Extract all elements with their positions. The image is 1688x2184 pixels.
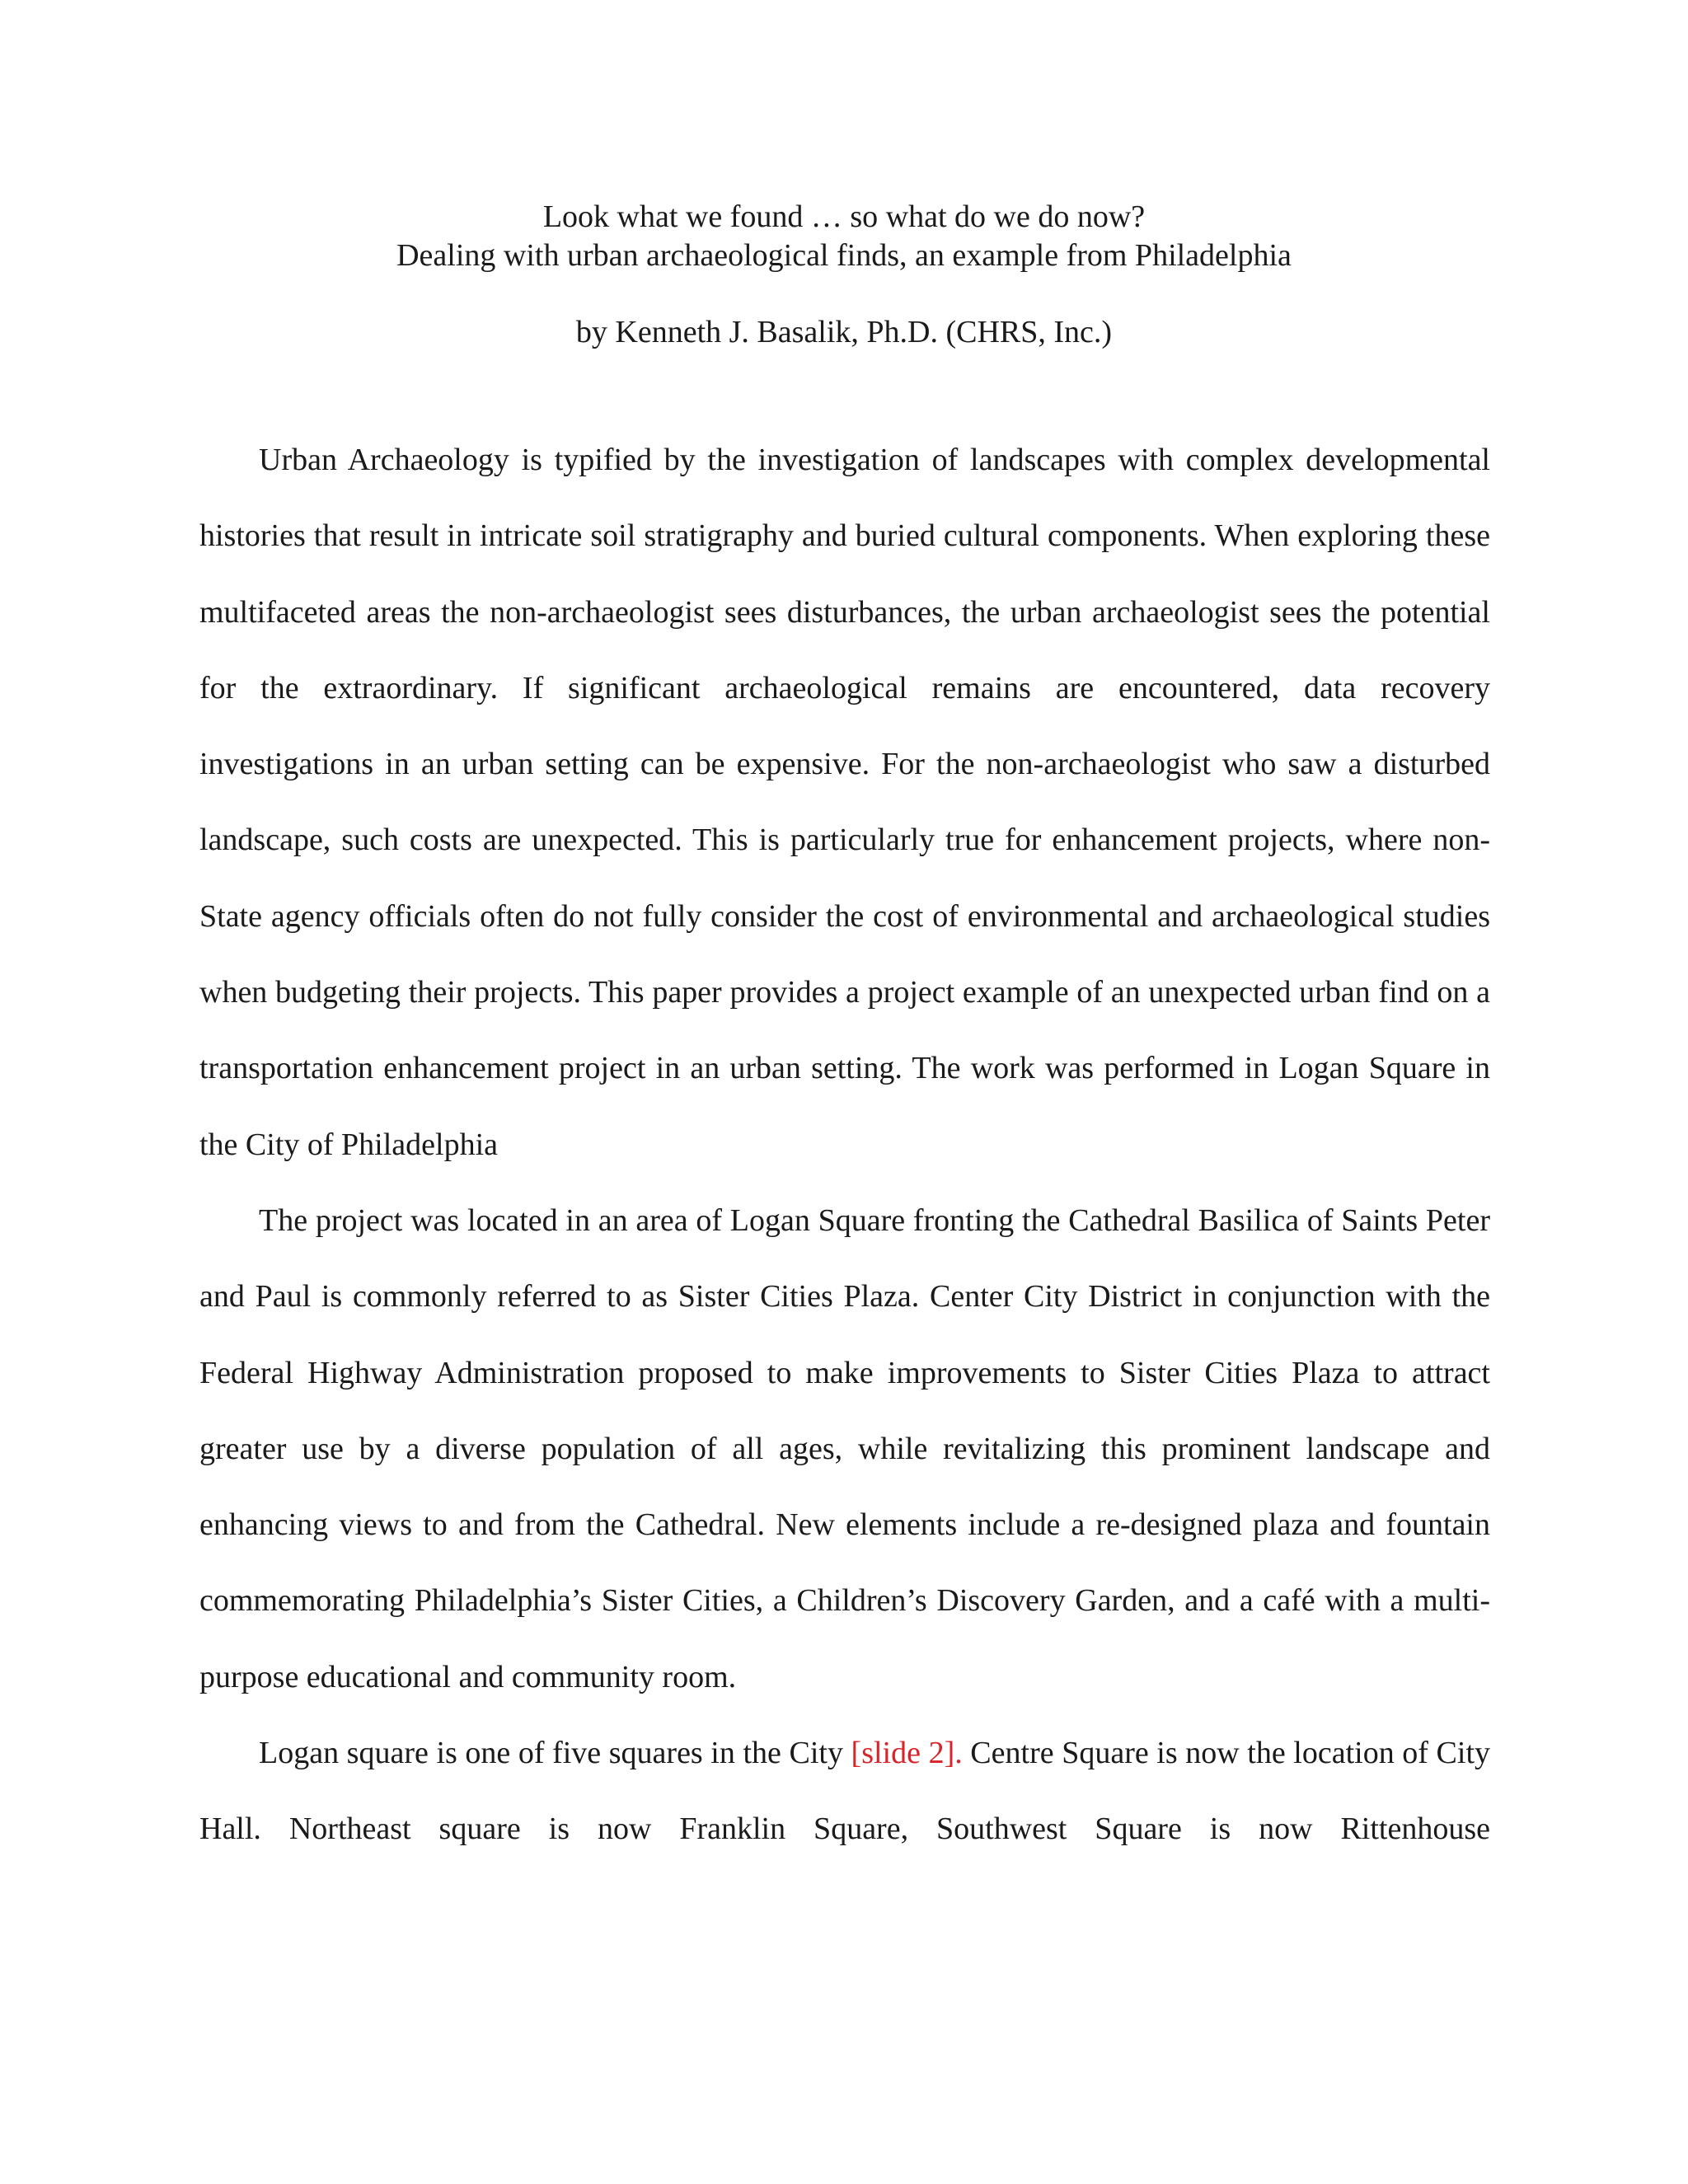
slide-reference: [slide 2].: [851, 1736, 963, 1771]
document-body: [199, 422, 1490, 1868]
paragraph-2: The project was located in an area of Logan Square fronting the Cathedral Basilica of Saints Peter and Paul is commonly referred to as Sister Cities Plaza. Center City District in conjunction with the Federal Highway Administration proposed to make improvements to Sister Cities Plaza to attract greater use by a diverse population of all ages, while revitalizing this prominent landscape and enhancing views to and from the Cathedral. New elements include a re-designed plaza and fountain commemorating Philadelphia’s Sister Cities, a Children’s Discovery Garden, and a café with a multi-purpose educational and community room.: [199, 1202, 1490, 1694]
paragraph-1: Urban Archaeology is typified by the investigation of landscapes with complex developmental histories that result in intricate soil stratigraphy and buried cultural components. When exploring these multifaceted areas the non-archaeologist sees disturbances, the urban archaeologist sees the potential for the extraordinary. If significant archaeological remains are encountered, data recovery investigations in an urban setting can be expensive. For the non-archaeologist who saw a disturbed landscape, such costs are unexpected. This is particularly true for enhancement projects, where non-State agency officials often do not fully consider the cost of environmental and archaeological studies when budgeting their projects. This paper provides a project example of an unexpected urban find on a transportation enhancement project in an urban setting. The work was performed in Logan Square in the City of Philadelphia: [199, 443, 1490, 1162]
paragraph-3-text-after: Centre Square is now the location of City Hall. Northeast square is now Franklin Square, Southwest Square is now Rittenhouse: [199, 1736, 1491, 1847]
paragraph-3-text-before: Logan square is one of five squares in the City: [259, 1736, 851, 1771]
document-title: [0, 198, 1688, 275]
title-line-1: Look what we found … so what do we do now?: [542, 199, 1146, 234]
paragraph-3: [199, 1715, 1490, 1868]
author-byline: by Kenneth J. Basalik, Ph.D. (CHRS, Inc.): [575, 315, 1113, 349]
title-line-2: Dealing with urban archaeological finds, an example from Philadelphia: [396, 238, 1292, 273]
